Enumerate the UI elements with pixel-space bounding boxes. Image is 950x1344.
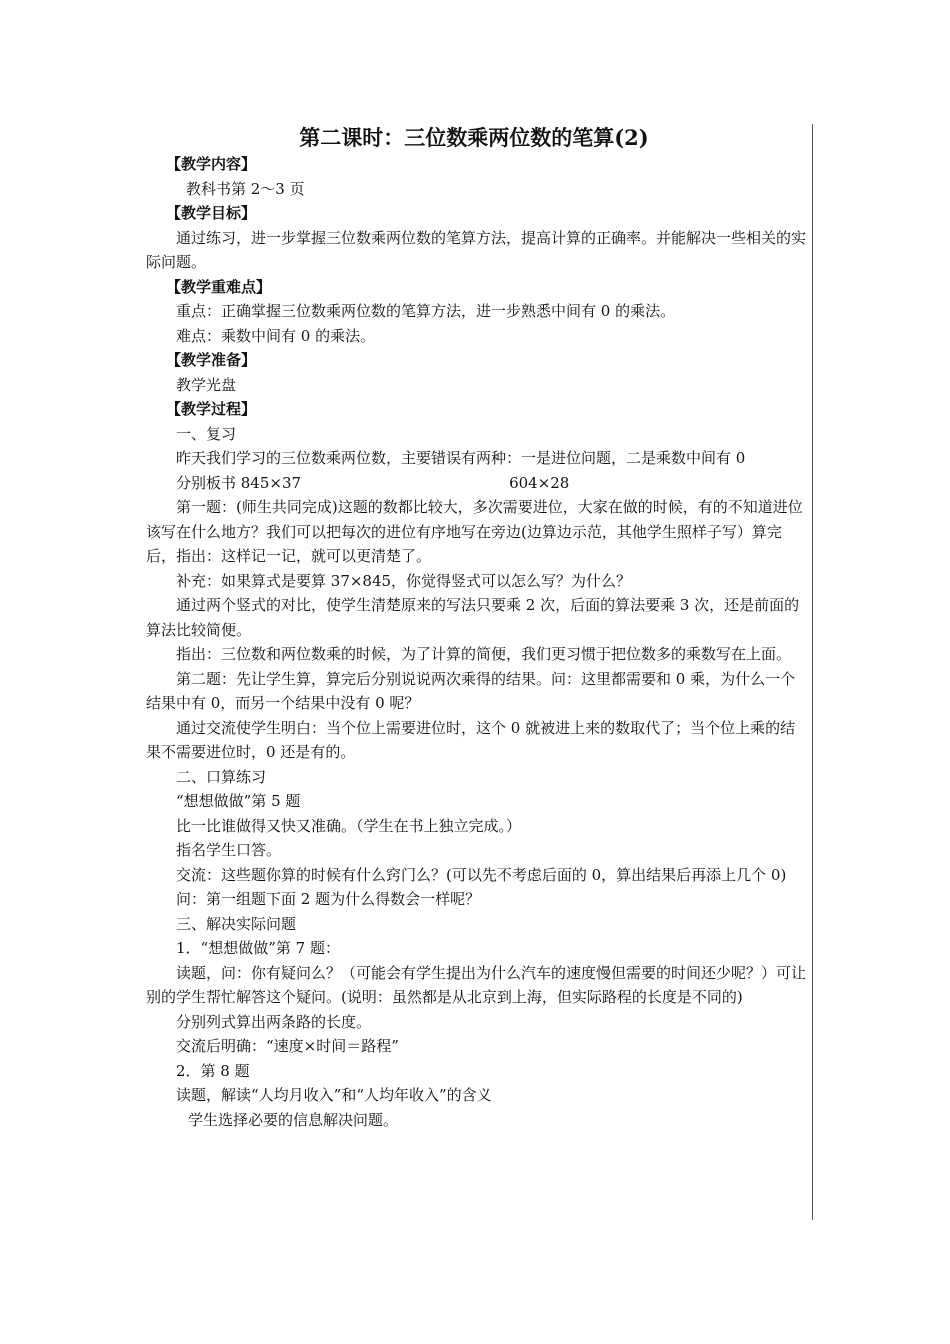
paragraph: 通过交流使学生明白：当个位上需要进位时，这个 0 就被进上来的数取代了；当个位上乘的结果不需要进位时，0 还是有的。 (146, 718, 796, 761)
paragraph-problems-heading: 三、解决实际问题 (176, 914, 297, 933)
section-heading-goals: 【教学目标】 (166, 204, 257, 222)
hard-point: 难点：乘数中间有 0 的乘法。 (176, 326, 376, 345)
paragraph: 补充：如果算式是要算 37×845，你觉得竖式可以怎么写？为什么？ (176, 571, 632, 590)
paragraph: “想想做做”第 5 题 (176, 792, 301, 810)
problem-1: 分别板书 845×37 (176, 473, 302, 492)
lesson-plan-body (146, 152, 808, 1132)
paragraph-board-problems (146, 471, 808, 496)
paragraph: 分别列式算出两条路的长度。 (176, 1012, 372, 1031)
goals-text: 通过练习，进一步掌握三位数乘两位数的笔算方法，提高计算的正确率。并能解决一些相关的实际问题。 (146, 228, 807, 271)
paragraph: 问：第一组题下面 2 题为什么得数会一样呢？ (176, 890, 481, 908)
paragraph: 交流后明确：“速度×时间＝路程” (176, 1037, 399, 1055)
paragraph: 1．“想想做做”第 7 题： (176, 939, 340, 957)
key-point: 重点：正确掌握三位数乘两位数的笔算方法，进一步熟悉中间有 0 的乘法。 (176, 302, 676, 320)
paragraph: 指名学生口答。 (176, 841, 282, 859)
paragraph: 2．第 8 题 (176, 1061, 250, 1080)
page-title: 第二课时：三位数乘两位数的笔算(2) (299, 125, 649, 150)
paragraph: 指出：三位数和两位数乘的时候，为了计算的简便，我们更习惯于把位数多的乘数写在上面。 (176, 645, 792, 663)
paragraph-review-heading: 一、复习 (176, 424, 237, 443)
page-margin-line (812, 124, 813, 1220)
paragraph: 读题，解读“人均月收入”和“人均年收入”的含义 (176, 1086, 492, 1104)
paragraph: 学生选择必要的信息解决问题。 (188, 1110, 399, 1129)
paragraph: 交流：这些题你算的时候有什么窍门么？(可以先不考虑后面的 0，算出结果后再添上几个 0) (176, 865, 787, 884)
section-heading-process: 【教学过程】 (166, 400, 257, 418)
prep-text: 教学光盘 (176, 375, 237, 394)
section-heading-content: 【教学内容】 (166, 155, 257, 173)
content-text: 教科书第 2～3 页 (186, 179, 305, 198)
paragraph: 第一题：(师生共同完成)这题的数都比较大，多次需要进位，大家在做的时候，有的不知道进位该写在什么地方？我们可以把每次的进位有序地写在旁边(边算边示范，其他学生照样子写）算完后，指出：这样记一记，就可以更清楚了。 (146, 498, 803, 565)
paragraph: 通过两个竖式的对比，使学生清楚原来的写法只要乘 2 次，后面的算法要乘 3 次，还是前面的算法比较简便。 (146, 596, 800, 639)
section-heading-key-points: 【教学重难点】 (166, 277, 272, 296)
paragraph-oral-heading: 二、口算练习 (176, 767, 267, 786)
paragraph: 第二题：先让学生算，算完后分别说说两次乘得的结果。问：这里都需要和 0 乘，为什么一个结果中有 0，而另一个结果中没有 0 呢？ (146, 669, 796, 712)
paragraph: 昨天我们学习的三位数乘两位数，主要错误有两种：一是进位问题，二是乘数中间有 0 (176, 449, 746, 467)
paragraph: 比一比谁做得又快又准确。（学生在书上独立完成。） (176, 816, 522, 835)
paragraph: 读题，问：你有疑问么？（可能会有学生提出为什么汽车的速度慢但需要的时间还少呢？）可让别的学生帮忙解答这个疑问。(说明：虽然都是从北京到上海，但实际路程的长度是不同的) (146, 963, 807, 1006)
section-heading-preparation: 【教学准备】 (166, 351, 257, 369)
problem-2: 604×28 (509, 473, 570, 492)
